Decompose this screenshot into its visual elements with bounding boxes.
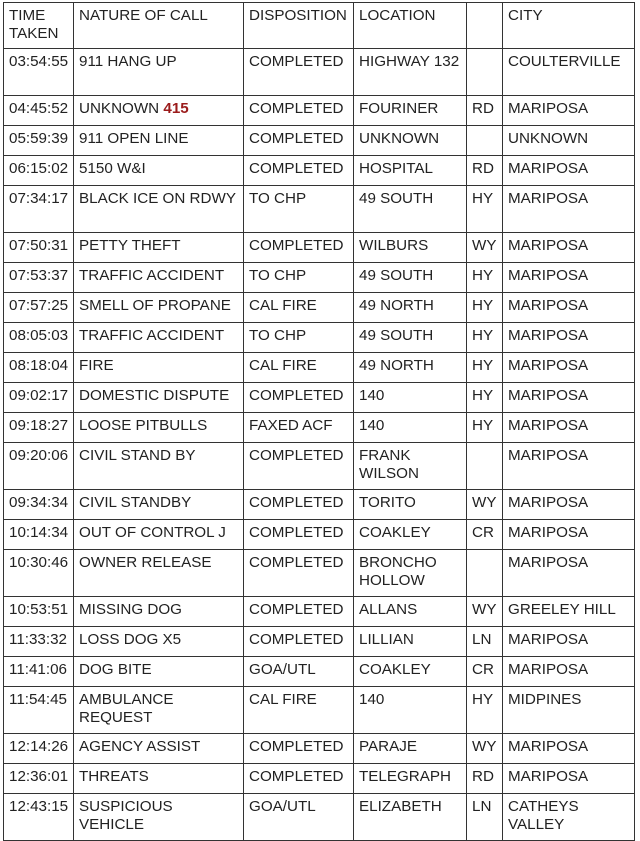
header-city: CITY	[503, 3, 635, 49]
cell-suffix: HY	[467, 186, 503, 233]
cell-nature: 911 OPEN LINE	[74, 126, 244, 156]
cell-suffix: HY	[467, 383, 503, 413]
cell-disposition: GOA/UTL	[244, 657, 354, 687]
cell-time: 10:14:34	[4, 520, 74, 550]
cell-city: MARIPOSA	[503, 443, 635, 490]
table-row	[4, 383, 635, 413]
cell-disposition: CAL FIRE	[244, 687, 354, 734]
cell-time: 10:53:51	[4, 597, 74, 627]
cell-time: 11:33:32	[4, 627, 74, 657]
cell-disposition: COMPLETED	[244, 126, 354, 156]
cell-nature: SUSPICIOUS VEHICLE	[74, 794, 244, 841]
cell-disposition: COMPLETED	[244, 443, 354, 490]
cell-disposition: GOA/UTL	[244, 794, 354, 841]
cell-city: MARIPOSA	[503, 627, 635, 657]
cell-suffix: HY	[467, 413, 503, 443]
cell-location: TELEGRAPH	[354, 764, 467, 794]
header-row	[4, 3, 635, 49]
cell-time: 08:05:03	[4, 323, 74, 353]
cell-city: MARIPOSA	[503, 293, 635, 323]
cell-city: MARIPOSA	[503, 413, 635, 443]
cell-time: 10:30:46	[4, 550, 74, 597]
cell-nature: FIRE	[74, 353, 244, 383]
cell-time: 03:54:55	[4, 49, 74, 96]
cell-disposition: COMPLETED	[244, 550, 354, 597]
cell-nature: PETTY THEFT	[74, 233, 244, 263]
cell-city: MARIPOSA	[503, 490, 635, 520]
cell-suffix: HY	[467, 353, 503, 383]
cell-nature: LOSS DOG X5	[74, 627, 244, 657]
cell-nature: LOOSE PITBULLS	[74, 413, 244, 443]
cell-city: CATHEYS VALLEY	[503, 794, 635, 841]
cell-time: 07:34:17	[4, 186, 74, 233]
cell-city: MARIPOSA	[503, 263, 635, 293]
header-nature: NATURE OF CALL	[74, 3, 244, 49]
cell-suffix: WY	[467, 734, 503, 764]
cell-city: MARIPOSA	[503, 353, 635, 383]
cell-disposition: CAL FIRE	[244, 293, 354, 323]
cell-suffix: WY	[467, 597, 503, 627]
cell-location: FRANK WILSON	[354, 443, 467, 490]
cell-suffix: CR	[467, 520, 503, 550]
cell-city: COULTERVILLE	[503, 49, 635, 96]
cell-suffix: LN	[467, 794, 503, 841]
cell-disposition: COMPLETED	[244, 597, 354, 627]
cell-city: MARIPOSA	[503, 233, 635, 263]
cell-disposition: COMPLETED	[244, 490, 354, 520]
cell-disposition: COMPLETED	[244, 627, 354, 657]
cell-location: 49 NORTH	[354, 353, 467, 383]
call-log-body	[4, 49, 635, 841]
cell-time: 05:59:39	[4, 126, 74, 156]
cell-suffix: RD	[467, 156, 503, 186]
cell-suffix: HY	[467, 293, 503, 323]
cell-nature: 5150 W&I	[74, 156, 244, 186]
cell-time: 12:43:15	[4, 794, 74, 841]
table-row	[4, 126, 635, 156]
cell-time: 11:54:45	[4, 687, 74, 734]
cell-disposition: COMPLETED	[244, 383, 354, 413]
cell-location: 49 SOUTH	[354, 263, 467, 293]
cell-city: MARIPOSA	[503, 156, 635, 186]
cell-disposition: COMPLETED	[244, 764, 354, 794]
cell-nature: OWNER RELEASE	[74, 550, 244, 597]
cell-location: TORITO	[354, 490, 467, 520]
cell-disposition: COMPLETED	[244, 520, 354, 550]
cell-location: 49 SOUTH	[354, 323, 467, 353]
cell-location: BRONCHO HOLLOW	[354, 550, 467, 597]
cell-disposition: TO CHP	[244, 186, 354, 233]
cell-location: 140	[354, 383, 467, 413]
cell-location: ALLANS	[354, 597, 467, 627]
cell-location: HIGHWAY 132	[354, 49, 467, 96]
cell-nature: BLACK ICE ON RDWY	[74, 186, 244, 233]
cell-suffix	[467, 49, 503, 96]
cell-disposition: TO CHP	[244, 263, 354, 293]
cell-nature	[74, 96, 244, 126]
table-row	[4, 49, 635, 96]
cell-nature: CIVIL STANDBY	[74, 490, 244, 520]
cell-location: UNKNOWN	[354, 126, 467, 156]
cell-disposition: COMPLETED	[244, 734, 354, 764]
table-row	[4, 597, 635, 627]
cell-location: PARAJE	[354, 734, 467, 764]
cell-city: MARIPOSA	[503, 734, 635, 764]
cell-time: 11:41:06	[4, 657, 74, 687]
cell-time: 07:53:37	[4, 263, 74, 293]
cell-suffix	[467, 126, 503, 156]
cell-nature: AMBULANCE REQUEST	[74, 687, 244, 734]
cell-location: HOSPITAL	[354, 156, 467, 186]
cell-location: FOURINER	[354, 96, 467, 126]
cell-location: ELIZABETH	[354, 794, 467, 841]
cell-nature: DOMESTIC DISPUTE	[74, 383, 244, 413]
table-row	[4, 764, 635, 794]
cell-location: WILBURS	[354, 233, 467, 263]
cell-city: MARIPOSA	[503, 186, 635, 233]
table-row	[4, 550, 635, 597]
cell-nature: CIVIL STAND BY	[74, 443, 244, 490]
cell-nature: TRAFFIC ACCIDENT	[74, 323, 244, 353]
cell-nature: SMELL OF PROPANE	[74, 293, 244, 323]
cell-time: 09:02:17	[4, 383, 74, 413]
nature-code-highlight: 415	[163, 100, 189, 117]
cell-suffix: HY	[467, 323, 503, 353]
cell-city: MARIPOSA	[503, 96, 635, 126]
cell-nature: THREATS	[74, 764, 244, 794]
header-time: TIME TAKEN	[4, 3, 74, 49]
table-row	[4, 233, 635, 263]
cell-disposition: TO CHP	[244, 323, 354, 353]
cell-suffix: RD	[467, 96, 503, 126]
cell-location: 140	[354, 687, 467, 734]
cell-location: 49 NORTH	[354, 293, 467, 323]
cell-city: MARIPOSA	[503, 550, 635, 597]
cell-time: 07:57:25	[4, 293, 74, 323]
table-row	[4, 186, 635, 233]
cell-disposition: COMPLETED	[244, 233, 354, 263]
table-row	[4, 627, 635, 657]
cell-time: 08:18:04	[4, 353, 74, 383]
table-row	[4, 263, 635, 293]
table-row	[4, 293, 635, 323]
cell-location: LILLIAN	[354, 627, 467, 657]
cell-city: MARIPOSA	[503, 323, 635, 353]
cell-nature: MISSING DOG	[74, 597, 244, 627]
cell-city: MARIPOSA	[503, 657, 635, 687]
cell-disposition: COMPLETED	[244, 156, 354, 186]
cell-suffix: HY	[467, 263, 503, 293]
table-row	[4, 490, 635, 520]
cell-time: 12:14:26	[4, 734, 74, 764]
cell-nature: AGENCY ASSIST	[74, 734, 244, 764]
cell-time: 06:15:02	[4, 156, 74, 186]
cell-suffix: HY	[467, 687, 503, 734]
table-row	[4, 96, 635, 126]
cell-city: MARIPOSA	[503, 764, 635, 794]
cell-city: UNKNOWN	[503, 126, 635, 156]
table-row	[4, 734, 635, 764]
cell-nature: 911 HANG UP	[74, 49, 244, 96]
cell-disposition: COMPLETED	[244, 96, 354, 126]
cell-disposition: COMPLETED	[244, 49, 354, 96]
cell-time: 09:34:34	[4, 490, 74, 520]
cell-suffix: WY	[467, 233, 503, 263]
cell-suffix: LN	[467, 627, 503, 657]
table-row	[4, 520, 635, 550]
table-row	[4, 687, 635, 734]
cell-suffix	[467, 550, 503, 597]
nature-text: UNKNOWN	[79, 100, 164, 117]
table-row	[4, 156, 635, 186]
cell-time: 12:36:01	[4, 764, 74, 794]
call-log-table	[3, 2, 635, 841]
header-suffix	[467, 3, 503, 49]
table-row	[4, 413, 635, 443]
cell-location: COAKLEY	[354, 520, 467, 550]
table-row	[4, 443, 635, 490]
table-row	[4, 794, 635, 841]
cell-time: 09:18:27	[4, 413, 74, 443]
cell-nature: OUT OF CONTROL J	[74, 520, 244, 550]
header-location: LOCATION	[354, 3, 467, 49]
cell-time: 07:50:31	[4, 233, 74, 263]
cell-city: MARIPOSA	[503, 383, 635, 413]
cell-suffix: WY	[467, 490, 503, 520]
cell-suffix: RD	[467, 764, 503, 794]
cell-disposition: FAXED ACF	[244, 413, 354, 443]
header-disposition: DISPOSITION	[244, 3, 354, 49]
cell-disposition: CAL FIRE	[244, 353, 354, 383]
table-row	[4, 323, 635, 353]
cell-suffix: CR	[467, 657, 503, 687]
cell-city: MARIPOSA	[503, 520, 635, 550]
cell-nature: TRAFFIC ACCIDENT	[74, 263, 244, 293]
cell-location: 49 SOUTH	[354, 186, 467, 233]
table-row	[4, 657, 635, 687]
cell-nature: DOG BITE	[74, 657, 244, 687]
cell-location: COAKLEY	[354, 657, 467, 687]
cell-city: MIDPINES	[503, 687, 635, 734]
cell-city: GREELEY HILL	[503, 597, 635, 627]
cell-location: 140	[354, 413, 467, 443]
cell-time: 04:45:52	[4, 96, 74, 126]
cell-time: 09:20:06	[4, 443, 74, 490]
table-row	[4, 353, 635, 383]
cell-suffix	[467, 443, 503, 490]
